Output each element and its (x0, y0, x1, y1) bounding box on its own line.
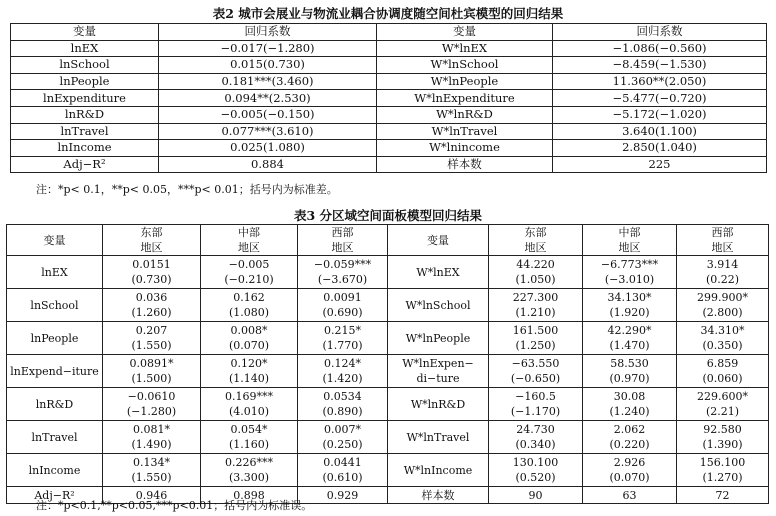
table3-cell: −0.059*** (−3.670) (298, 256, 388, 289)
table3-cell: 0.120* (1.140) (201, 355, 298, 388)
table3-header-cell: 西部 地区 (677, 225, 769, 256)
table3-row (7, 388, 769, 421)
table3-cell: 0.124* (1.420) (298, 355, 388, 388)
table2-cell: Adj−R² (11, 156, 159, 173)
table3-cell: −63.550 (−0.650) (489, 355, 583, 388)
table3-cell: −0.005 (−0.210) (201, 256, 298, 289)
table3-cell: 0.0891* (1.500) (103, 355, 201, 388)
table2-cell: W*lnTravel (377, 123, 553, 140)
table3-cell: 0.207 (1.550) (103, 322, 201, 355)
table3-cell: 0.162 (1.080) (201, 289, 298, 322)
table2-row (11, 40, 767, 57)
table3-cell: −0.0610 (−1.280) (103, 388, 201, 421)
table3-cell: 样本数 (388, 487, 489, 504)
table3-row (7, 256, 769, 289)
table3-cell: W*lnEX (388, 256, 489, 289)
table2-note: 注：*p< 0.1，**p< 0.05，***p< 0.01；括号内为标准差。 (36, 183, 338, 196)
table3-cell: 0.0534 (0.890) (298, 388, 388, 421)
table3 (6, 224, 769, 504)
table3-cell: W*lnIncome (388, 454, 489, 487)
table3-cell: 161.500 (1.250) (489, 322, 583, 355)
table3-cell: 2.062 (0.220) (583, 421, 677, 454)
table3-cell: 0.946 (103, 487, 201, 504)
table3-cell: 0.0151 (0.730) (103, 256, 201, 289)
table3-cell: 34.130* (1.920) (583, 289, 677, 322)
table2-cell: lnTravel (11, 123, 159, 140)
table3-cell: W*lnPeople (388, 322, 489, 355)
table2-cell: −5.172(−1.020) (553, 106, 767, 123)
table3-row (7, 289, 769, 322)
table3-cell: 63 (583, 487, 677, 504)
table2-row (11, 123, 767, 140)
table2-row (11, 156, 767, 173)
table3-row (7, 322, 769, 355)
table3-cell: 229.600* (2.21) (677, 388, 769, 421)
table3-cell: 24.730 (0.340) (489, 421, 583, 454)
table2-cell: 0.884 (159, 156, 377, 173)
table3-cell: 0.226*** (3.300) (201, 454, 298, 487)
table3-header-cell: 中部 地区 (583, 225, 677, 256)
table2-row (11, 140, 767, 157)
table3-cell: 44.220 (1.050) (489, 256, 583, 289)
table3-cell: 90 (489, 487, 583, 504)
table3-cell: 0.036 (1.260) (103, 289, 201, 322)
table2-cell: lnPeople (11, 73, 159, 90)
table3-cell: −6.773*** (−3.010) (583, 256, 677, 289)
table3-cell: 0.169*** (4.010) (201, 388, 298, 421)
table3-cell: 0.215* (1.770) (298, 322, 388, 355)
table3-cell: W*lnR&D (388, 388, 489, 421)
table3-cell: 6.859 (0.060) (677, 355, 769, 388)
table3-header-cell: 东部 地区 (489, 225, 583, 256)
table3-title: 表3 分区域空间面板模型回归结果 (293, 208, 483, 223)
table2-cell: W*lnincome (377, 140, 553, 157)
table3-cell: Adj−R² (7, 487, 103, 504)
table2-header-cell: 回归系数 (159, 24, 377, 41)
table2-cell: W*lnSchool (377, 57, 553, 74)
table2-cell: lnSchool (11, 57, 159, 74)
table3-cell: 0.929 (298, 487, 388, 504)
table2-cell: 0.094**(2.530) (159, 90, 377, 107)
table3-cell: W*lnTravel (388, 421, 489, 454)
table2-cell: −5.477(−0.720) (553, 90, 767, 107)
table3-cell: lnEX (7, 256, 103, 289)
table2-cell: W*lnExpenditure (377, 90, 553, 107)
table2-cell: lnR&D (11, 106, 159, 123)
table2-cell: 225 (553, 156, 767, 173)
table2-cell: 2.850(1.040) (553, 140, 767, 157)
table3-cell: 30.08 (1.240) (583, 388, 677, 421)
table2-cell: 11.360**(2.050) (553, 73, 767, 90)
table3-header-row (7, 225, 769, 256)
table3-header-cell: 西部 地区 (298, 225, 388, 256)
table2-cell: W*lnR&D (377, 106, 553, 123)
table2-cell: lnIncome (11, 140, 159, 157)
table3-cell: 92.580 (1.390) (677, 421, 769, 454)
table3-cell: 0.134* (1.550) (103, 454, 201, 487)
table3-header-cell: 中部 地区 (201, 225, 298, 256)
table3-cell: 42.290* (1.470) (583, 322, 677, 355)
table3-cell: −160.5 (−1.170) (489, 388, 583, 421)
table2-cell: 0.025(1.080) (159, 140, 377, 157)
table3-row (7, 355, 769, 388)
table2-cell: 3.640(1.100) (553, 123, 767, 140)
table3-cell: 0.008* (0.070) (201, 322, 298, 355)
table3-cell: 0.898 (201, 487, 298, 504)
table2-cell: W*lnEX (377, 40, 553, 57)
table3-cell: 72 (677, 487, 769, 504)
table2-cell: lnEX (11, 40, 159, 57)
table3-cell: 3.914 (0.22) (677, 256, 769, 289)
table3-row (7, 421, 769, 454)
table2-header-cell: 变量 (11, 24, 159, 41)
table3-cell: lnTravel (7, 421, 103, 454)
table3-cell: 130.100 (0.520) (489, 454, 583, 487)
table2-header-cell: 变量 (377, 24, 553, 41)
table2-row (11, 73, 767, 90)
table2-row (11, 90, 767, 107)
table2-header-cell: 回归系数 (553, 24, 767, 41)
table2-cell: −8.459(−1.530) (553, 57, 767, 74)
table3-cell: 0.081* (1.490) (103, 421, 201, 454)
table3-header-cell: 东部 地区 (103, 225, 201, 256)
table2-cell: −1.086(−0.560) (553, 40, 767, 57)
table3-cell: lnExpend−iture (7, 355, 103, 388)
table2-cell: 0.077***(3.610) (159, 123, 377, 140)
table2-cell: −0.017(−1.280) (159, 40, 377, 57)
table3-cell: 156.100 (1.270) (677, 454, 769, 487)
table3-cell: 0.0091 (0.690) (298, 289, 388, 322)
table3-cell: 58.530 (0.970) (583, 355, 677, 388)
table3-cell: 227.300 (1.210) (489, 289, 583, 322)
table2-cell: −0.005(−0.150) (159, 106, 377, 123)
table3-header-cell: 变量 (7, 225, 103, 256)
table2-cell: 样本数 (377, 156, 553, 173)
table2-row (11, 57, 767, 74)
table3-cell: lnR&D (7, 388, 103, 421)
table3-note: 注：*p<0.1,**p<0.05,***p<0.01；括号内为标准误。 (36, 499, 313, 512)
table2-cell: 0.181***(3.460) (159, 73, 377, 90)
table3-cell: 0.007* (0.250) (298, 421, 388, 454)
table3-cell: W*lnExpen− di−ture (388, 355, 489, 388)
table3-row (7, 454, 769, 487)
table3-cell: lnSchool (7, 289, 103, 322)
table3-header-cell: 变量 (388, 225, 489, 256)
table2-cell: lnExpenditure (11, 90, 159, 107)
table2-cell: 0.015(0.730) (159, 57, 377, 74)
table3-cell: 299.900* (2.800) (677, 289, 769, 322)
table2 (10, 23, 767, 173)
table2-header-row (11, 24, 767, 41)
table2-title: 表2 城市会展业与物流业耦合协调度随空间杜宾模型的回归结果 (212, 6, 564, 21)
table3-cell: lnIncome (7, 454, 103, 487)
table3-cell: lnPeople (7, 322, 103, 355)
table2-row (11, 106, 767, 123)
table3-cell: 34.310* (0.350) (677, 322, 769, 355)
table3-cell: 0.0441 (0.610) (298, 454, 388, 487)
table3-cell: 0.054* (1.160) (201, 421, 298, 454)
table3-cell: W*lnSchool (388, 289, 489, 322)
table2-cell: W*lnPeople (377, 73, 553, 90)
table3-cell: 2.926 (0.070) (583, 454, 677, 487)
